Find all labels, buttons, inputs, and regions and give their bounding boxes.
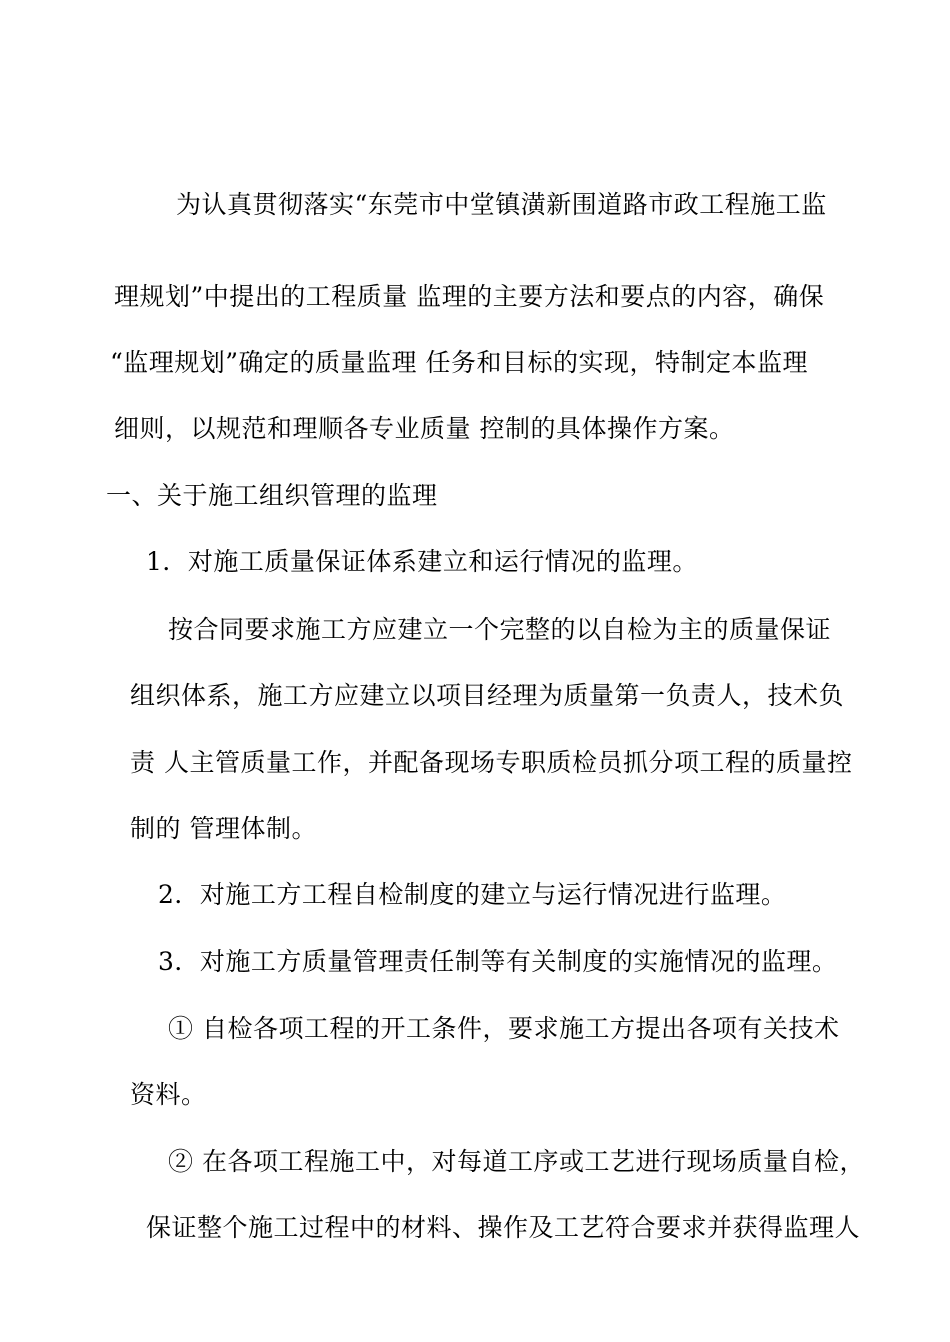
list-item-1: 1．对施工质量保证体系建立和运行情况的监理。 xyxy=(146,547,698,576)
intro-line-1: 为认真贯彻落实“东莞市中堂镇潢新围道路市政工程施工监 xyxy=(176,190,827,219)
sub-item-2-line-2: 保证整个施工过程中的材料、操作及工艺符合要求并获得监理人 xyxy=(146,1213,861,1242)
sub-item-1-line-2: 资料。 xyxy=(130,1080,207,1109)
sub-item-2-line-1: ② 在各项工程施工中，对每道工序或工艺进行现场质量自检， xyxy=(168,1147,865,1176)
sub-item-1-line-1: ① 自检各项工程的开工条件，要求施工方提出各项有关技术 xyxy=(168,1014,840,1043)
section-heading: 一、关于施工组织管理的监理 xyxy=(106,481,438,510)
intro-line-3: “监理规划”确定的质量监理 任务和目标的实现，特制定本监理 xyxy=(110,348,809,377)
item1-body-line-2: 组织体系，施工方应建立以项目经理为质量第一负责人，技术负 xyxy=(130,681,845,710)
item1-body-line-3: 责 人主管质量工作，并配备现场专职质检员抓分项工程的质量控 xyxy=(130,748,853,777)
list-item-3: 3．对施工方质量管理责任制等有关制度的实施情况的监理。 xyxy=(158,947,838,976)
list-item-2: 2．对施工方工程自检制度的建立与运行情况进行监理。 xyxy=(158,880,787,909)
intro-line-4: 细则，以规范和理顺各专业质量 控制的具体操作方案。 xyxy=(114,414,735,443)
item1-body-line-1: 按合同要求施工方应建立一个完整的以自检为主的质量保证 xyxy=(168,615,832,644)
item1-body-line-4: 制的 管理体制。 xyxy=(130,814,317,843)
intro-line-2: 理规划”中提出的工程质量 监理的主要方法和要点的内容，确保 xyxy=(114,282,825,311)
